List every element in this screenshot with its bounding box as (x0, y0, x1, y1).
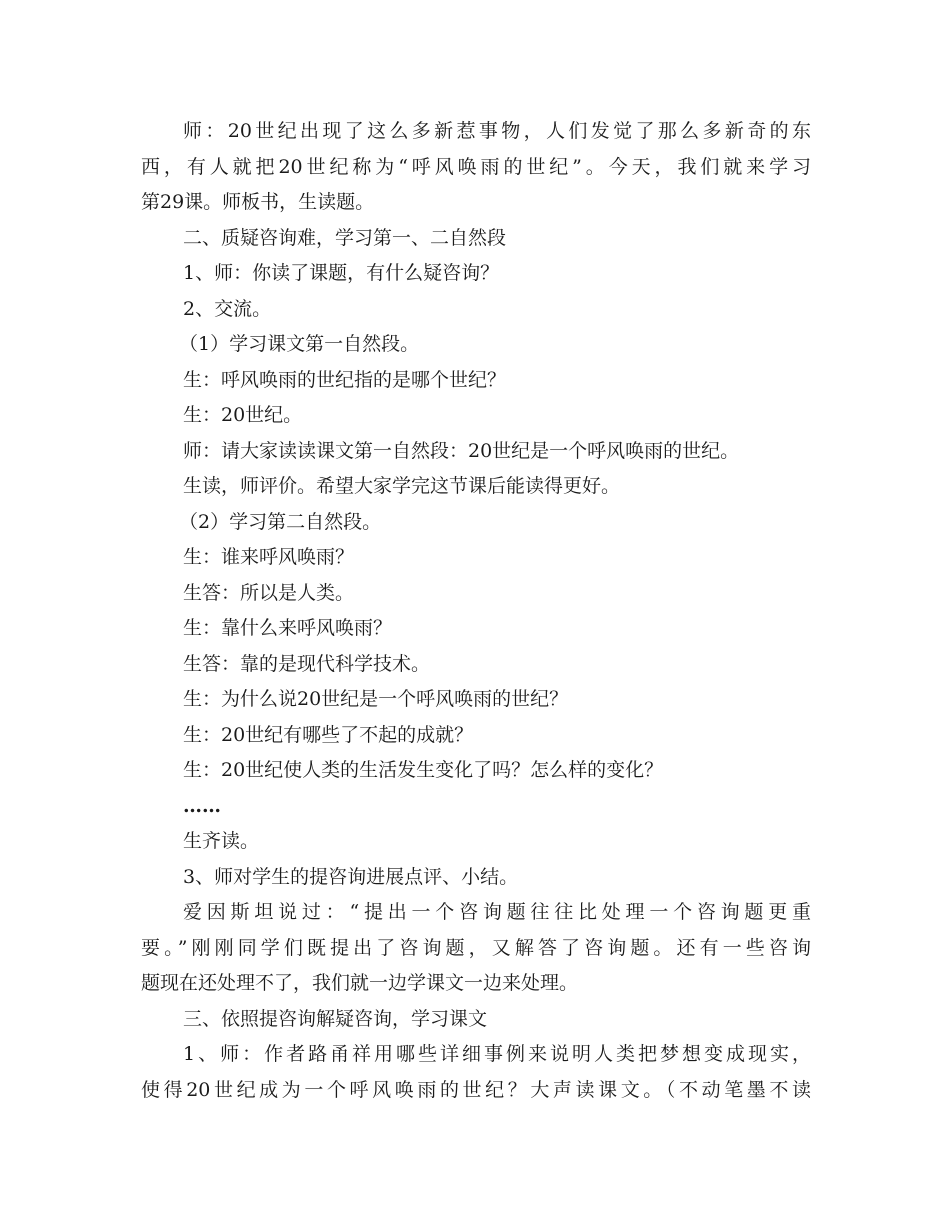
paragraph-line: 生：为什么说20世纪是一个呼风唤雨的世纪？ (183, 688, 569, 710)
paragraph-line: （1）学习课文第一自然段。 (179, 333, 420, 355)
paragraph-line: 生：谁来呼风唤雨？ (183, 546, 355, 568)
paragraph-line: 生：呼风唤雨的世纪指的是哪个世纪？ (183, 368, 507, 391)
section-heading: 三、依照提咨询解疑咨询，学习课文 (183, 1007, 488, 1030)
paragraph-line: 要。”刚刚同学们既提出了咨询题，又解答了咨询题。还有一些咨询 (141, 936, 811, 959)
paragraph-line: 2、交流。 (183, 297, 272, 320)
paragraph-line: 生：20世纪。 (183, 404, 303, 426)
paragraph-line: 生：20世纪有哪些了不起的成就？ (183, 723, 474, 746)
paragraph-line: 题现在还处理不了，我们就一边学课文一边来处理。 (141, 972, 579, 994)
paragraph-line: 使得20世纪成为一个呼风唤雨的世纪？大声读课文。（不动笔墨不读 (141, 1078, 811, 1101)
paragraph-line: 生答：靠的是现代科学技术。 (183, 652, 431, 675)
paragraph-line: 1、师：作者路甬祥用哪些详细事例来说明人类把梦想变成现实， (183, 1043, 811, 1065)
paragraph-line: 生齐读。 (183, 830, 260, 852)
paragraph-line: 1、师：你读了课题，有什么疑咨询？ (183, 262, 500, 284)
paragraph-line: 生：20世纪使人类的生活发生变化了吗？怎么样的变化？ (183, 759, 664, 781)
paragraph-line: 第29课。师板书，生读题。 (141, 191, 375, 213)
paragraph-line: 师：20世纪出现了这么多新惹事物，人们发觉了那么多新奇的东 (183, 120, 811, 142)
document-page (141, 114, 811, 1108)
paragraph-line: 生答：所以是人类。 (183, 581, 355, 604)
paragraph-line: 师：请大家读读课文第一自然段：20世纪是一个呼风唤雨的世纪。 (183, 439, 740, 462)
paragraph-line: 爱因斯坦说过：“提出一个咨询题往往比处理一个咨询题更重 (183, 901, 811, 923)
section-heading: 二、质疑咨询难，学习第一、二自然段 (183, 226, 507, 249)
ellipsis-line: …… (183, 794, 221, 817)
paragraph-line: 生：靠什么来呼风唤雨？ (183, 617, 393, 639)
paragraph-line: 生读，师评价。希望大家学完这节课后能读得更好。 (183, 475, 621, 497)
paragraph-line: （2）学习第二自然段。 (179, 510, 382, 533)
paragraph-line: 3、师对学生的提咨询进展点评、小结。 (183, 865, 519, 888)
paragraph-line: 西，有人就把20世纪称为“呼风唤雨的世纪”。今天，我们就来学习 (141, 155, 811, 178)
